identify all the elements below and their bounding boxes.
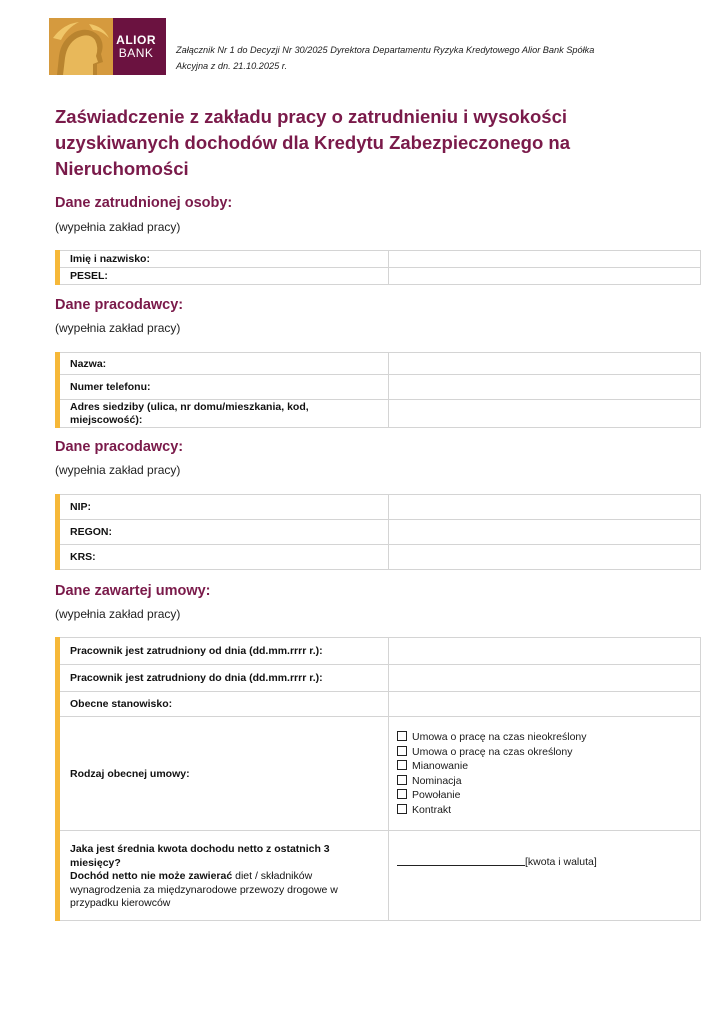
contract-type-options (389, 717, 701, 831)
field-label-start-date: Pracownik jest zatrudniony od dnia (dd.mm.rrrr r.): (58, 638, 389, 665)
field-input-income[interactable] (389, 831, 701, 921)
logo-face-icon (49, 18, 113, 75)
field-label-end-date: Pracownik jest zatrudniony do dnia (dd.mm.rrrr r.): (58, 665, 389, 692)
income-question: Jaka jest średnia kwota dochodu netto z ostatnich 3 miesięcy? (70, 843, 330, 869)
income-note-rest: diet / składników wynagrodzenia za międzynarodowe przewozy drogowe w przypadku kierowców (70, 870, 338, 909)
income-value-line (397, 855, 690, 868)
field-label-krs: KRS: (58, 545, 389, 570)
field-input-end-date[interactable] (389, 665, 701, 692)
field-label-income (58, 831, 389, 921)
field-label-nip: NIP: (58, 495, 389, 520)
section-heading-employer: Dane pracodawcy: (55, 297, 184, 313)
section-subtitle-contract: (wypełnia zakład pracy) (55, 607, 181, 621)
income-blank-line[interactable] (397, 855, 525, 866)
field-input-phone[interactable] (389, 375, 701, 400)
table-row (58, 717, 701, 831)
field-label-position: Obecne stanowisko: (58, 692, 389, 717)
checkbox-label: Umowa o pracę na czas określony (412, 745, 573, 758)
checkbox-label: Powołanie (412, 789, 461, 801)
checkbox-option[interactable] (397, 745, 690, 760)
section-subtitle-employer-ids: (wypełnia zakład pracy) (55, 463, 181, 477)
checkbox-option[interactable] (397, 803, 690, 818)
logo-line-1: ALIOR (116, 33, 156, 47)
field-input-regon[interactable] (389, 520, 701, 545)
alior-bank-logo (49, 18, 166, 75)
header-note (176, 42, 676, 74)
table-row (58, 520, 701, 545)
document-title: Zaświadczenie z zakładu pracy o zatrudnieniu i wysokości uzyskiwanych dochodów dla Kredytu Zabezpieczonego na Nieruchomości (55, 106, 571, 179)
field-input-address[interactable] (389, 400, 701, 428)
contract-table (55, 637, 701, 921)
income-note-bold: Dochód netto nie może zawierać (70, 870, 233, 882)
logo-line-2: BANK (118, 46, 154, 60)
section-heading-contract: Dane zawartej umowy: (55, 583, 211, 599)
field-input-company-name[interactable] (389, 353, 701, 375)
checkbox-icon[interactable] (397, 804, 407, 814)
table-row (58, 353, 701, 375)
checkbox-label: Nominacja (412, 774, 462, 787)
checkbox-icon[interactable] (397, 775, 407, 785)
field-label-phone: Numer telefonu: (58, 375, 389, 400)
checkbox-icon[interactable] (397, 760, 407, 770)
table-row (58, 692, 701, 717)
field-label-pesel: PESEL: (58, 268, 389, 285)
checkbox-option[interactable] (397, 730, 690, 745)
field-input-nip[interactable] (389, 495, 701, 520)
table-row (58, 638, 701, 665)
header-note-line-2: Akcyjna z dn. 21.10.2025 r. (176, 61, 287, 71)
checkbox-option[interactable] (397, 788, 690, 803)
checkbox-icon[interactable] (397, 731, 407, 741)
table-row (58, 831, 701, 921)
field-input-krs[interactable] (389, 545, 701, 570)
checkbox-option[interactable] (397, 774, 690, 789)
employee-table (55, 250, 701, 285)
table-row (58, 495, 701, 520)
field-label-company-name: Nazwa: (58, 353, 389, 375)
section-heading-employer-ids: Dane pracodawcy: (55, 439, 184, 455)
table-row (58, 665, 701, 692)
field-label-regon: REGON: (58, 520, 389, 545)
checkbox-option[interactable] (397, 759, 690, 774)
income-label (70, 843, 378, 911)
table-row (58, 545, 701, 570)
field-input-pesel[interactable] (389, 268, 701, 285)
field-label-name: Imię i nazwisko: (58, 251, 389, 268)
checkbox-label: Kontrakt (412, 803, 452, 816)
employer-table (55, 352, 701, 428)
field-label-contract-type: Rodzaj obecnej umowy: (58, 717, 389, 831)
field-label-address: Adres siedziby (ulica, nr domu/mieszkania, kod, miejscowość): (58, 400, 389, 428)
income-value-suffix: [kwota i waluta] (525, 856, 597, 868)
table-row (58, 251, 701, 268)
checkbox-label: Umowa o pracę na czas nieokreślony (412, 731, 587, 743)
field-input-position[interactable] (389, 692, 701, 717)
table-row (58, 400, 701, 428)
checkbox-list (397, 730, 690, 817)
checkbox-label: Mianowanie (412, 760, 469, 772)
logo-wordmark (116, 34, 166, 59)
employer-ids-table (55, 494, 701, 570)
section-subtitle-employer: (wypełnia zakład pracy) (55, 321, 181, 335)
table-row (58, 268, 701, 285)
field-input-name[interactable] (389, 251, 701, 268)
checkbox-icon[interactable] (397, 746, 407, 756)
checkbox-icon[interactable] (397, 789, 407, 799)
section-heading-employee: Dane zatrudnionej osoby: (55, 195, 233, 211)
table-row (58, 375, 701, 400)
field-input-start-date[interactable] (389, 638, 701, 665)
header-note-line-1: Załącznik Nr 1 do Decyzji Nr 30/2025 Dyrektora Departamentu Ryzyka Kredytowego Alior Bank Spółka (176, 45, 595, 55)
section-subtitle-employee: (wypełnia zakład pracy) (55, 220, 181, 234)
